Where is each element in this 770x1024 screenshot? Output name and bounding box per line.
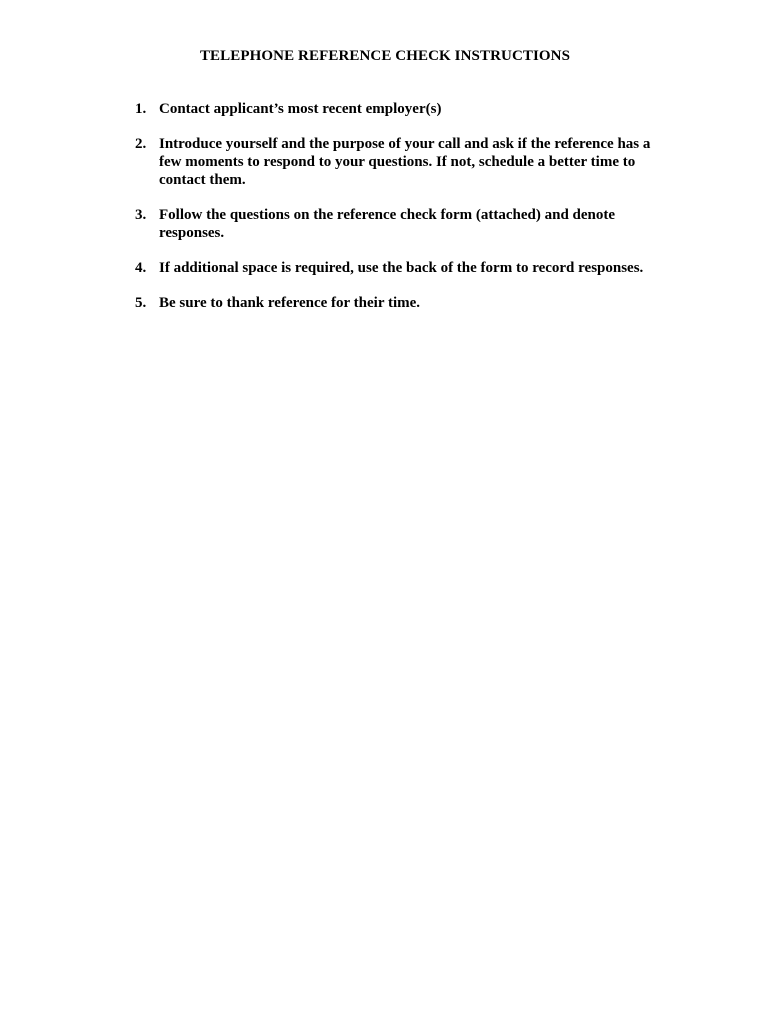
document-title: TELEPHONE REFERENCE CHECK INSTRUCTIONS <box>199 48 571 64</box>
instruction-text: If additional space is required, use the back of the form to record responses. <box>159 260 644 276</box>
instructions-list <box>135 100 665 329</box>
instruction-number: 5. <box>135 295 147 311</box>
instruction-item <box>135 135 665 189</box>
instruction-text: Introduce yourself and the purpose of your call and ask if the reference has a few moments to respond to your questions. If not, schedule a better time to contact them. <box>159 136 651 188</box>
instruction-item <box>135 259 665 277</box>
instruction-text: Contact applicant’s most recent employer(s) <box>159 101 442 117</box>
instruction-item <box>135 100 665 118</box>
instruction-text: Follow the questions on the reference check form (attached) and denote responses. <box>159 207 616 241</box>
instruction-item <box>135 206 665 242</box>
instruction-text: Be sure to thank reference for their time. <box>159 295 421 311</box>
instruction-number: 1. <box>135 101 147 117</box>
instruction-number: 2. <box>135 136 147 152</box>
instruction-number: 4. <box>135 260 147 276</box>
instruction-number: 3. <box>135 207 147 223</box>
instruction-item <box>135 294 665 312</box>
